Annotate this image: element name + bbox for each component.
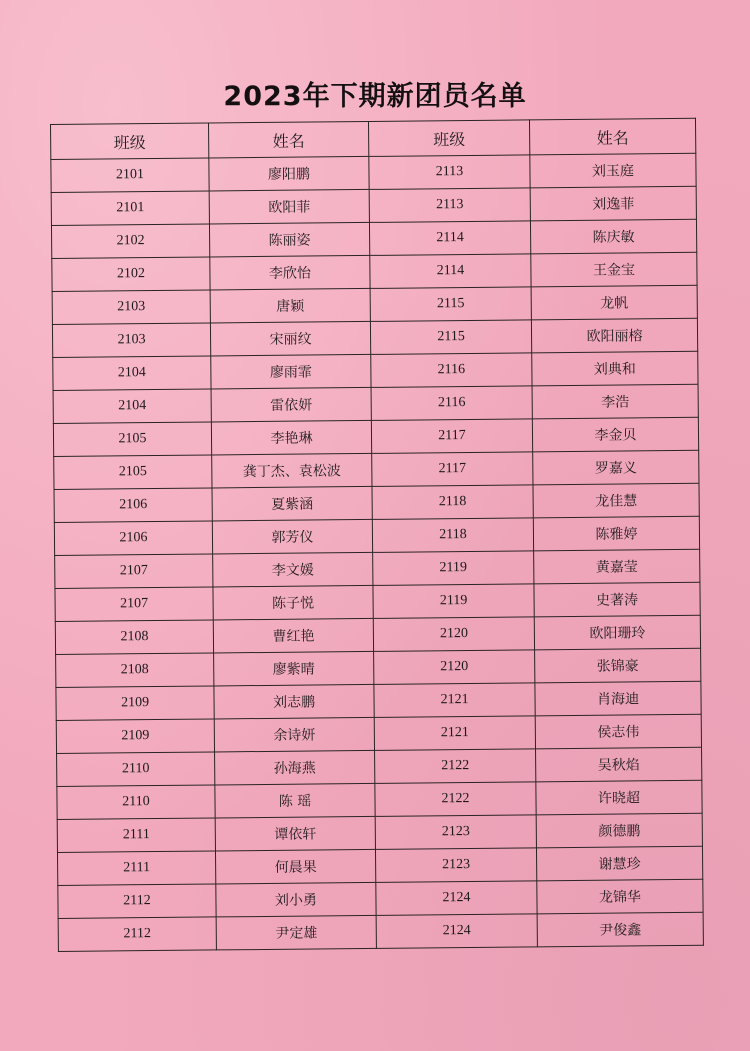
name-left-cell: 陈丽姿 (209, 222, 369, 257)
class-left-cell: 2101 (51, 191, 209, 226)
class-left-cell: 2102 (52, 257, 210, 292)
name-left-cell: 唐颖 (210, 288, 370, 323)
class-right-cell: 2123 (375, 815, 536, 850)
class-left-cell: 2112 (58, 917, 216, 952)
name-right-cell: 张锦豪 (535, 648, 701, 683)
header-name-left: 姓名 (208, 121, 368, 158)
name-left-cell: 曹红艳 (213, 618, 373, 653)
class-left-cell: 2111 (57, 818, 215, 853)
name-left-cell: 李欣怡 (210, 255, 370, 290)
class-left-cell: 2102 (51, 224, 209, 259)
class-right-cell: 2118 (372, 485, 533, 520)
class-left-cell: 2104 (53, 389, 211, 424)
class-right-cell: 2122 (375, 749, 536, 784)
name-right-cell: 龙锦华 (537, 879, 703, 914)
name-left-cell: 廖雨霏 (211, 354, 371, 389)
class-left-cell: 2105 (53, 422, 211, 457)
name-left-cell: 雷依妍 (211, 387, 371, 422)
name-right-cell: 刘典和 (532, 351, 698, 386)
name-right-cell: 谢慧珍 (536, 846, 702, 881)
name-left-cell: 龚丁杰、袁松波 (212, 453, 372, 488)
name-left-cell: 谭依轩 (215, 816, 375, 851)
name-left-cell: 夏紫涵 (212, 486, 372, 521)
name-right-cell: 刘逸菲 (530, 186, 696, 221)
class-right-cell: 2114 (370, 254, 531, 289)
name-right-cell: 许晓超 (536, 780, 702, 815)
name-left-cell: 陈子悦 (213, 585, 373, 620)
class-left-cell: 2108 (56, 653, 214, 688)
class-right-cell: 2114 (369, 221, 530, 256)
name-left-cell: 欧阳菲 (209, 189, 369, 224)
class-right-cell: 2121 (374, 683, 535, 718)
member-table (50, 118, 704, 952)
name-right-cell: 颜德鹏 (536, 813, 702, 848)
name-left-cell: 何晨果 (215, 849, 375, 884)
header-name-right: 姓名 (529, 118, 695, 155)
name-left-cell: 郭芳仪 (212, 519, 372, 554)
class-right-cell: 2113 (369, 188, 530, 223)
name-right-cell: 吴秋焰 (536, 747, 702, 782)
class-left-cell: 2108 (55, 620, 213, 655)
class-left-cell: 2112 (58, 884, 216, 919)
class-right-cell: 2120 (374, 650, 535, 685)
class-right-cell: 2119 (373, 584, 534, 619)
class-left-cell: 2109 (56, 719, 214, 754)
class-left-cell: 2105 (54, 455, 212, 490)
class-left-cell: 2111 (57, 851, 215, 886)
header-class-right: 班级 (368, 120, 529, 157)
name-right-cell: 黄嘉莹 (534, 549, 700, 584)
name-right-cell: 龙佳慧 (533, 483, 699, 518)
name-right-cell: 尹俊鑫 (537, 912, 703, 947)
class-right-cell: 2117 (371, 419, 532, 454)
class-left-cell: 2109 (56, 686, 214, 721)
name-left-cell: 廖阳鹏 (209, 156, 369, 191)
class-left-cell: 2104 (53, 356, 211, 391)
name-left-cell: 余诗妍 (214, 717, 374, 752)
class-left-cell: 2101 (51, 158, 209, 193)
class-right-cell: 2124 (376, 914, 537, 949)
name-right-cell: 肖海迪 (535, 681, 701, 716)
name-right-cell: 罗嘉义 (533, 450, 699, 485)
name-left-cell: 宋丽纹 (210, 321, 370, 356)
class-left-cell: 2107 (55, 587, 213, 622)
class-left-cell: 2107 (55, 554, 213, 589)
class-left-cell: 2103 (52, 290, 210, 325)
class-left-cell: 2110 (57, 785, 215, 820)
name-right-cell: 陈庆敏 (530, 219, 696, 254)
class-right-cell: 2115 (370, 287, 531, 322)
class-right-cell: 2118 (372, 518, 533, 553)
class-right-cell: 2119 (373, 551, 534, 586)
table-body (51, 153, 704, 951)
class-right-cell: 2115 (370, 320, 531, 355)
class-right-cell: 2122 (375, 782, 536, 817)
class-left-cell: 2103 (52, 323, 210, 358)
name-right-cell: 龙帆 (531, 285, 697, 320)
name-right-cell: 欧阳丽榕 (531, 318, 697, 353)
class-right-cell: 2116 (371, 353, 532, 388)
name-right-cell: 王金宝 (531, 252, 697, 287)
name-right-cell: 李浩 (532, 384, 698, 419)
name-left-cell: 孙海燕 (215, 750, 375, 785)
class-left-cell: 2106 (54, 521, 212, 556)
class-left-cell: 2106 (54, 488, 212, 523)
name-right-cell: 陈雅婷 (533, 516, 699, 551)
class-right-cell: 2117 (372, 452, 533, 487)
class-right-cell: 2121 (374, 716, 535, 751)
name-right-cell: 侯志伟 (535, 714, 701, 749)
name-left-cell: 李艳琳 (211, 420, 371, 455)
name-left-cell: 李文媛 (213, 552, 373, 587)
name-right-cell: 史著涛 (534, 582, 700, 617)
class-right-cell: 2116 (371, 386, 532, 421)
name-left-cell: 尹定雄 (216, 915, 376, 950)
class-right-cell: 2120 (373, 617, 534, 652)
name-left-cell: 刘小勇 (216, 882, 376, 917)
class-right-cell: 2124 (376, 881, 537, 916)
table-row (58, 912, 703, 951)
name-left-cell: 刘志鹏 (214, 684, 374, 719)
name-right-cell: 李金贝 (532, 417, 698, 452)
page-title: 2023年下期新团员名单 (223, 81, 527, 112)
name-left-cell: 廖紫晴 (214, 651, 374, 686)
name-right-cell: 刘玉庭 (530, 153, 696, 188)
class-left-cell: 2110 (57, 752, 215, 787)
class-right-cell: 2123 (375, 848, 536, 883)
name-right-cell: 欧阳珊玲 (534, 615, 700, 650)
header-class-left: 班级 (51, 123, 209, 160)
name-left-cell: 陈 瑶 (215, 783, 375, 818)
class-right-cell: 2113 (369, 155, 530, 190)
